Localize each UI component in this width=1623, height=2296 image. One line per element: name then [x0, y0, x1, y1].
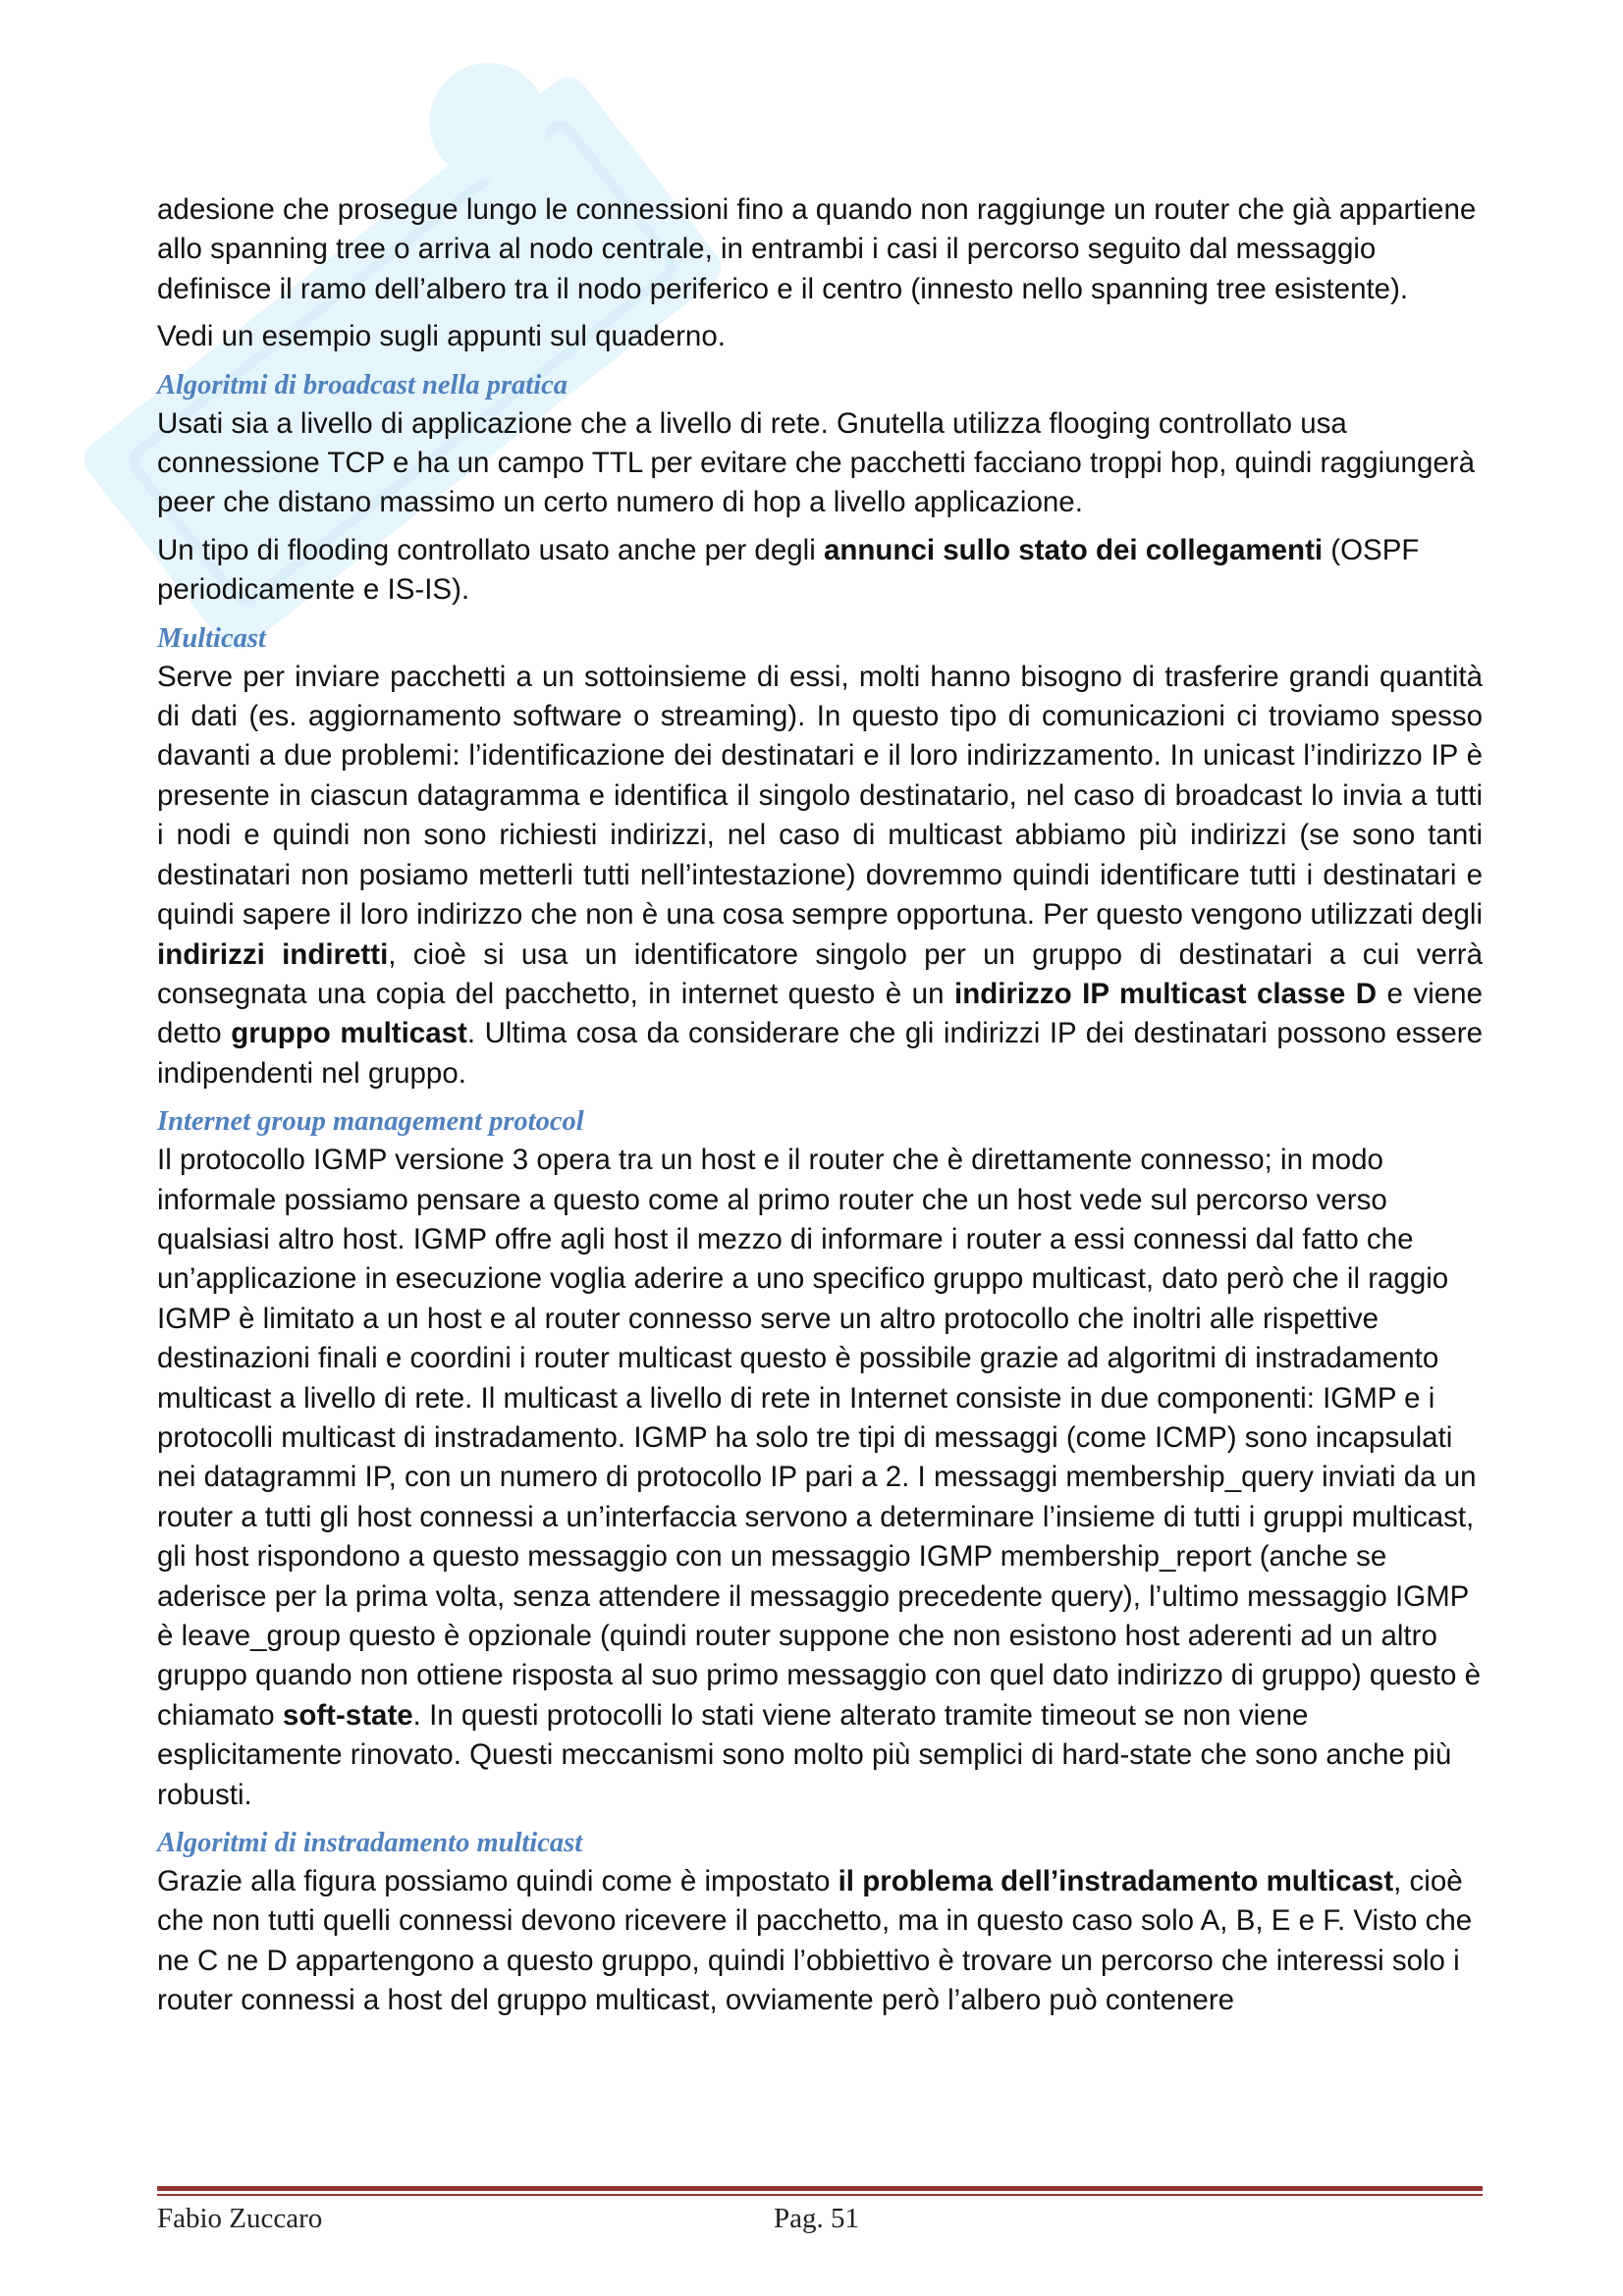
- document-body: [157, 190, 1483, 2029]
- bold-term: gruppo multicast: [231, 1017, 467, 1050]
- text-run: Usati sia a livello di applicazione che a livello di rete. Gnutella utilizza flooging controllato usa connessione TCP e ha un campo TTL per evitare che pacchetti facciano troppi hop, quindi raggiungerà peer che distano massimo un certo numero di hop a livello applicazione.: [157, 406, 1476, 519]
- text-run: , cioè che non tutti quelli connessi devono ricevere il pacchetto, ma in questo caso solo A, B, E e F. Visto che ne C ne D appartengono a questo gruppo, quindi l’obbiettivo è trovare un percorso che interessi solo i router connessi a host del gruppo multicast, ovviamente però l’albero può contenere: [157, 1865, 1473, 2017]
- body-paragraph: [157, 404, 1483, 523]
- text-run: Grazie alla figura possiamo quindi come è impostato: [157, 1865, 839, 1898]
- body-paragraph: [157, 190, 1483, 309]
- text-run: (OSPF periodicamente e IS-IS).: [157, 533, 1420, 607]
- bold-term: il problema dell’instradamento multicast: [838, 1865, 1394, 1898]
- bold-term: soft-state: [282, 1698, 413, 1732]
- text-run: Algoritmi di broadcast nella pratica: [157, 369, 568, 400]
- footer-author: Fabio Zuccaro: [157, 2203, 323, 2234]
- footer-rule: [157, 2186, 1483, 2196]
- body-paragraph: [157, 1862, 1483, 2021]
- section-heading: [157, 367, 1483, 404]
- body-paragraph: [157, 658, 1483, 1094]
- text-run: , cioè si usa un identificatore singolo per un gruppo di destinatari a cui verrà consegnata una copia del pacchetto, in internet questo è un: [157, 937, 1483, 1010]
- section-heading: [157, 1103, 1483, 1141]
- text-run: . In questi protocolli lo stati viene alterato tramite timeout se non viene esplicitamente rinovato. Questi meccanismi sono molto più semplici di hard-state che sono anche più robusti.: [157, 1698, 1452, 1811]
- bold-term: indirizzo IP multicast classe D: [954, 977, 1378, 1010]
- bold-term: annunci sullo stato dei collegamenti: [823, 533, 1324, 566]
- section-heading: [157, 1825, 1483, 1862]
- text-run: . Ultima cosa da considerare che gli indirizzi IP dei destinatari possono essere indipendenti nel gruppo.: [157, 1017, 1483, 1090]
- text-run: Internet group management protocol: [157, 1106, 584, 1138]
- text-run: Un tipo di flooding controllato usato anche per degli: [157, 533, 824, 566]
- text-run: Serve per inviare pacchetti a un sottoinsieme di essi, molti hanno bisogno di trasferire grandi quantità di dati (es. aggiornamento software o streaming). In questo tipo di comunicazioni ci troviamo spesso davanti a due problemi: l’identificazione dei destinatari e il loro indirizzamento. In unicast l’indirizzo IP è presente in ciascun datagramma e identifica il singolo destinatario, nel caso di broadcast lo invia a tutti i nodi e quindi non sono richiesti indirizzi, nel caso di multicast abbiamo più indirizzi (se sono tanti destinatari non posiamo metterli tutti nell’intestazione) dovremmo quindi identificare tutti i destinatari e quindi sapere il loro indirizzo che non è una cosa sempre opportuna. Per questo vengono utilizzati degli: [157, 660, 1483, 932]
- page-footer: [157, 2203, 1483, 2242]
- text-run: Il protocollo IGMP versione 3 opera tra un host e il router che è direttamente connesso; in modo informale possiamo pensare a questo come al primo router che un host vede sul percorso verso qualsiasi altro host. IGMP offre agli host il mezzo di informare i router a essi connessi dal fatto che un’applicazione in esecuzione voglia aderire a uno specifico gruppo multicast, dato però che il raggio IGMP è limitato a un host e al router connesso serve un altro protocollo che inoltri alle rispettive destinazioni finali e coordini i router multicast questo è possibile grazie ad algoritmi di instradamento multicast a livello di rete. Il multicast a livello di rete in Internet consiste in due componenti: IGMP e i protocolli multicast di instradamento. IGMP ha solo tre tipi di messaggi (come ICMP) sono incapsulati nei datagrammi IP, con un numero di protocollo IP pari a 2. I messaggi membership_query inviati da un router a tutti gli host connessi a un’interfaccia servono a determinare l’insieme di tutti i gruppi multicast, gli host rispondono a questo messaggio con un messaggio IGMP membership_report (anche se aderisce per la prima volta, senza attendere il messaggio precedente query), l’ultimo messaggio IGMP è leave_group questo è opzionale (quindi router suppone che non esistono host aderenti ad un altro gruppo quando non ottiene risposta al suo primo messaggio con quel dato indirizzo di gruppo) questo è chiamato: [157, 1144, 1482, 1732]
- text-run: Multicast: [157, 622, 266, 654]
- text-run: Algoritmi di instradamento multicast: [157, 1828, 583, 1859]
- section-heading: [157, 620, 1483, 658]
- text-run: adesione che prosegue lungo le connessioni fino a quando non raggiunge un router che già appartiene allo spanning tree o arriva al nodo centrale, in entrambi i casi il percorso seguito dal messaggio definisce il ramo dell’albero tra il nodo periferico e il centro (innesto nello spanning tree esistente).: [157, 193, 1477, 305]
- bold-term: indirizzi indiretti: [157, 937, 389, 971]
- footer-page-number: Pag. 51: [774, 2203, 859, 2234]
- text-run: e viene detto: [157, 977, 1483, 1050]
- text-run: Vedi un esempio sugli appunti sul quaderno.: [157, 320, 726, 353]
- body-paragraph: [157, 531, 1483, 611]
- body-paragraph: [157, 317, 1483, 356]
- body-paragraph: [157, 1141, 1483, 1815]
